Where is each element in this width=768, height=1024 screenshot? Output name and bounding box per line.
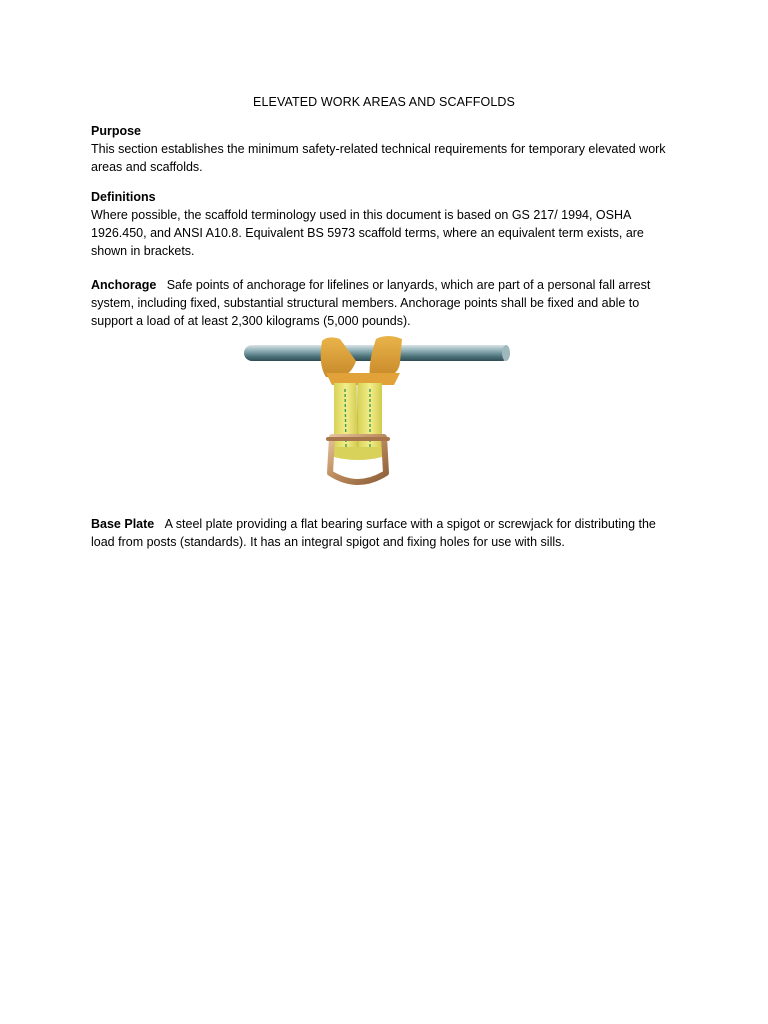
anchorage-paragraph xyxy=(91,276,671,330)
purpose-text: This section establishes the minimum safety-related technical requirements for temporary elevated work areas and scaffolds. xyxy=(91,142,666,174)
base-plate-paragraph xyxy=(91,515,671,551)
purpose-section xyxy=(91,122,671,176)
definitions-section xyxy=(91,188,671,260)
base-plate-definition xyxy=(91,515,671,551)
base-plate-term: Base Plate xyxy=(91,517,155,531)
anchorage-strap-icon xyxy=(222,333,538,493)
anchorage-definition xyxy=(91,276,671,330)
document-title: ELEVATED WORK AREAS AND SCAFFOLDS xyxy=(253,95,515,109)
anchorage-text: Safe points of anchorage for lifelines or lanyards, which are part of a personal fall arrest system, including fixed, substantial structural members. Anchorage points shall be fixed and able to support a load of at least 2,300 kilograms (5,000 pounds). xyxy=(91,278,651,328)
definitions-text: Where possible, the scaffold terminology used in this document is based on GS 217/ 1994, OSHA 1926.450, and ANSI A10.8. Equivalent BS 5973 scaffold terms, where an equivalent term exists, are shown in brackets. xyxy=(91,208,644,258)
anchorage-term: Anchorage xyxy=(91,278,157,292)
purpose-heading: Purpose xyxy=(91,124,142,138)
definitions-heading: Definitions xyxy=(91,190,156,204)
anchorage-strap-illustration xyxy=(222,333,538,493)
base-plate-text: A steel plate providing a flat bearing surface with a spigot or screwjack for distributing the load from posts (standards). It has an integral spigot and fixing holes for use with sills. xyxy=(91,517,656,549)
